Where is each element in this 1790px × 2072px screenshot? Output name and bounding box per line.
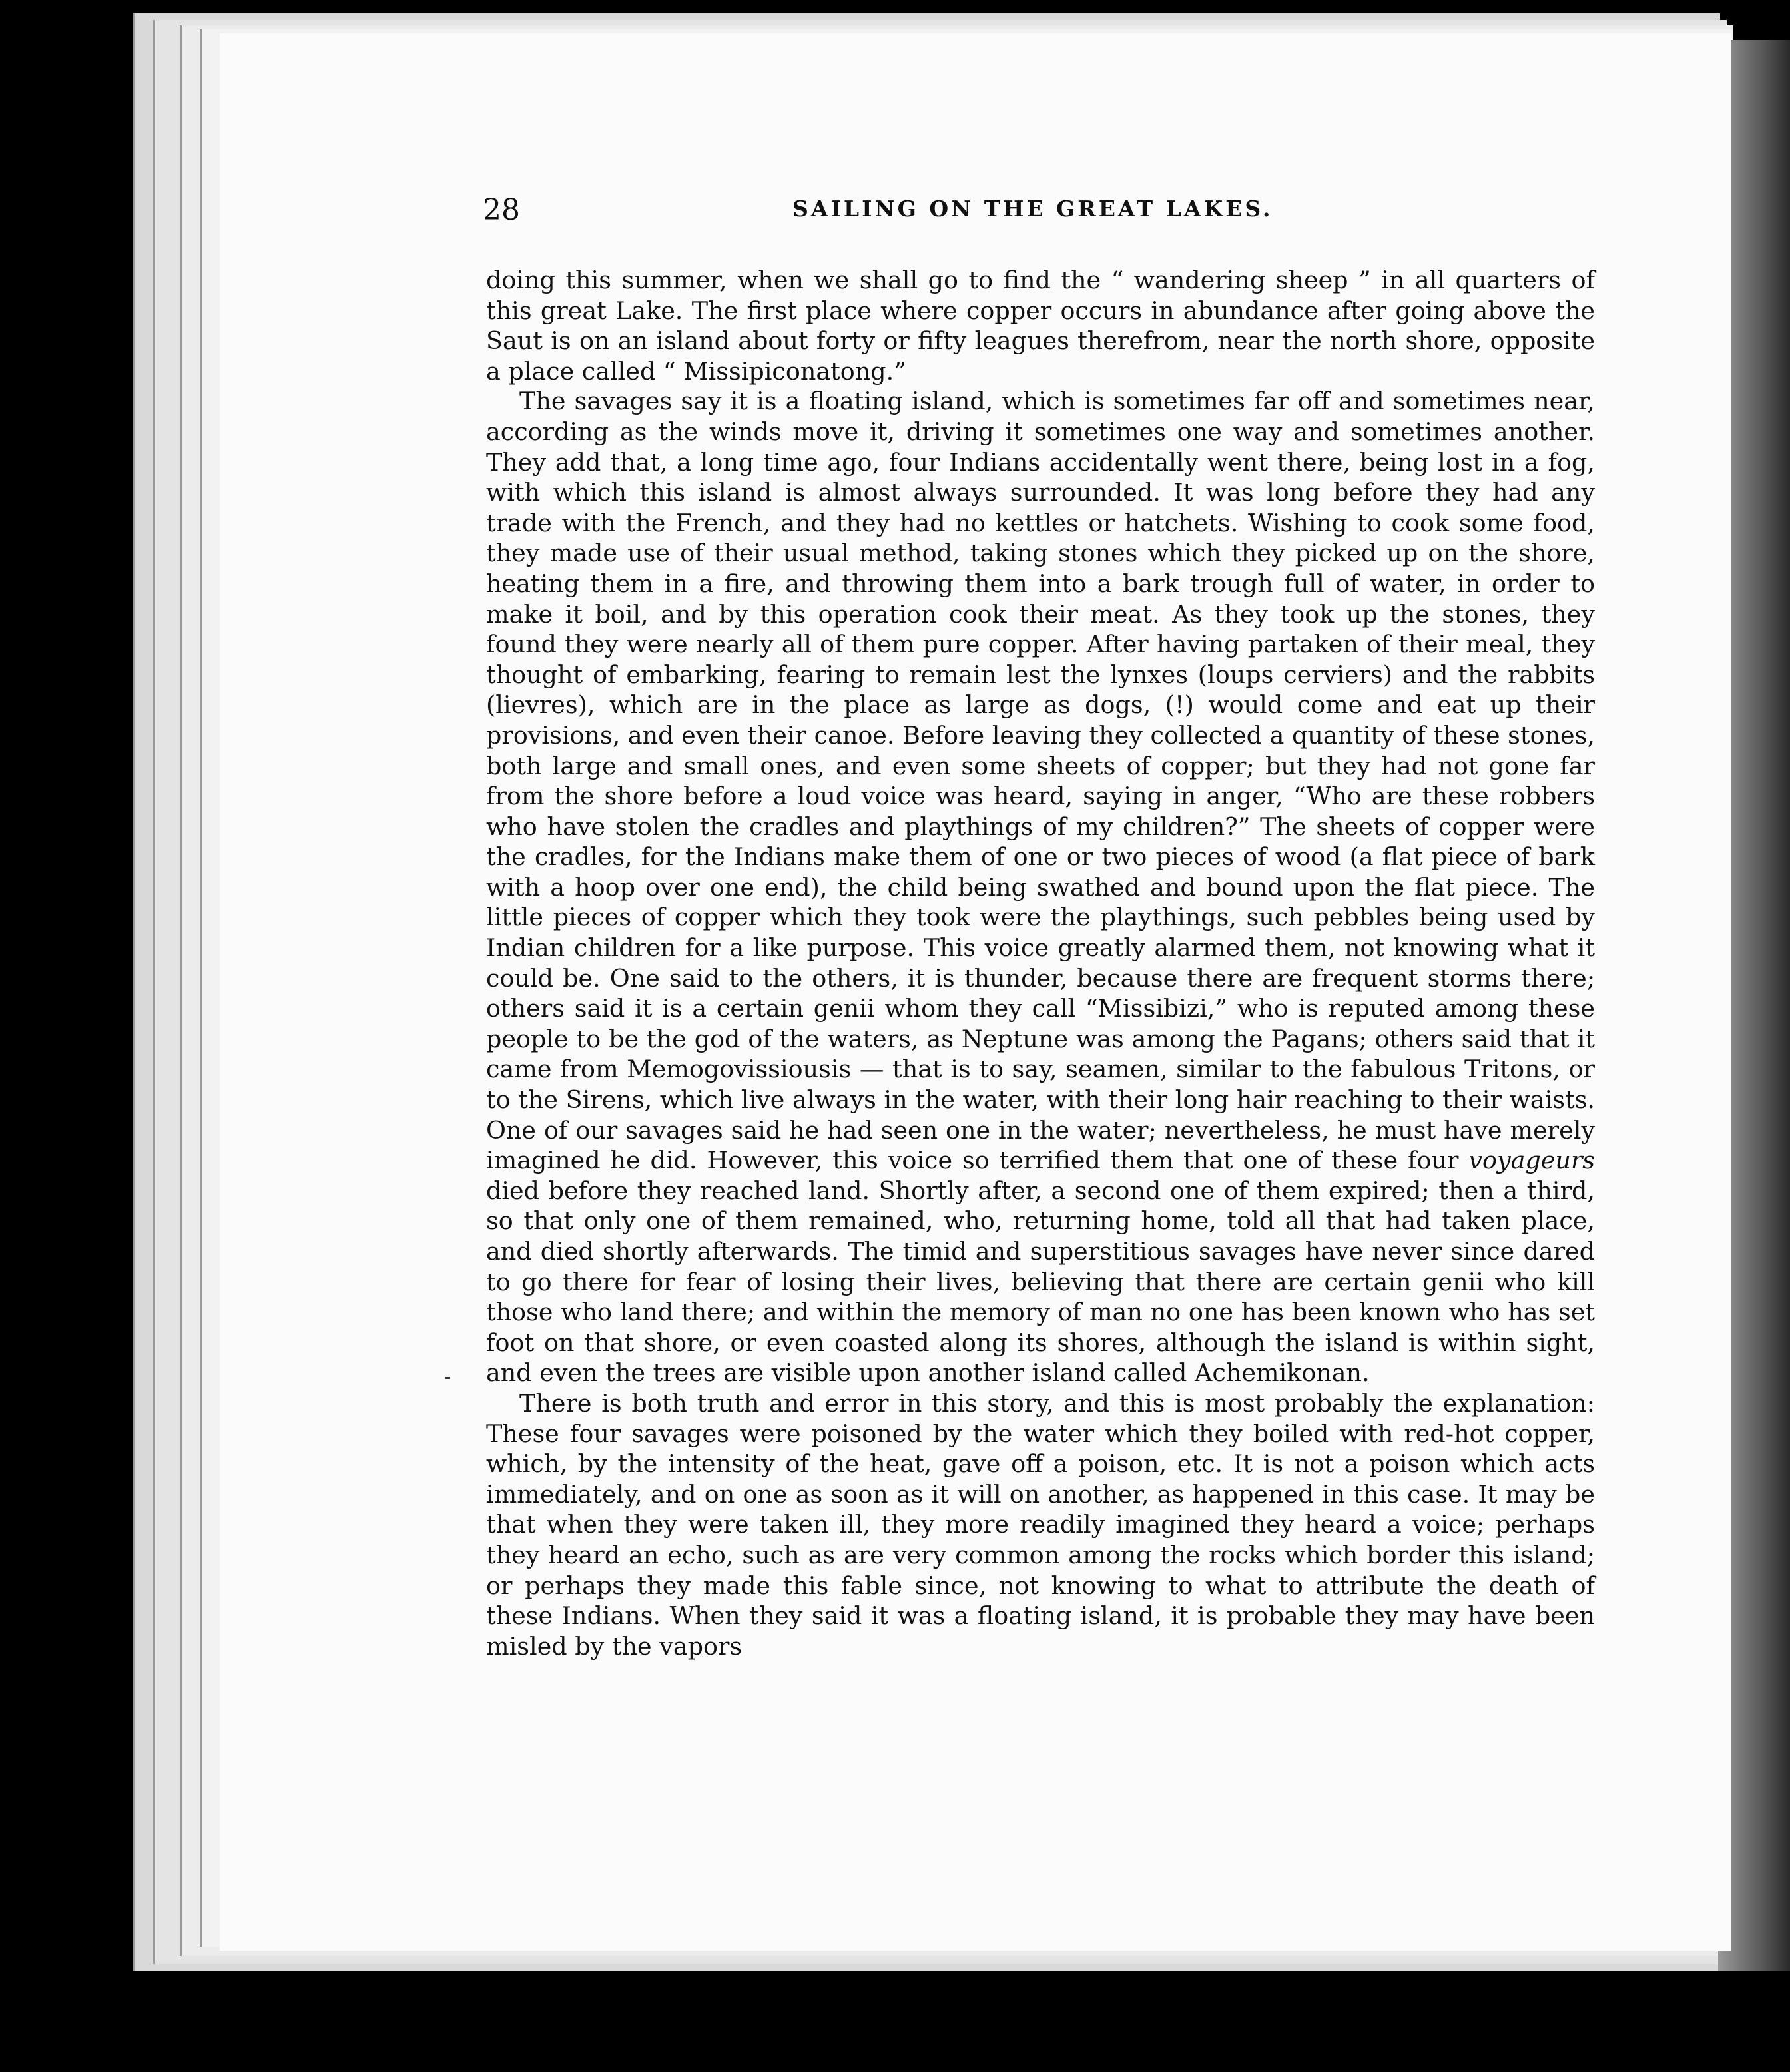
page-number: 28 bbox=[483, 193, 520, 227]
paragraph-text: died before they reached land. Shortly after, a second one of them expired; then a third, so that only one of them remained, who, returning home, told all that had taken place, and died shortly afterwards. The timid and superstitious savages have never since dared to go there for fear of losing their lives, believing that there are certain genii who kill those who land there; and within the memory of man no one has been known who has set foot on that shore, or even coasted along its shores, although the island is within sight, and even the trees are visible upon another island called Achemikonan. bbox=[486, 1176, 1595, 1388]
scan-bottom-margin bbox=[0, 1971, 1790, 2072]
body-text bbox=[486, 265, 1595, 1661]
paragraph bbox=[486, 386, 1595, 1388]
page-header bbox=[483, 193, 1595, 233]
paragraph-text: The savages say it is a floating island, which is sometimes far off and sometimes near, according as the winds move it, driving it sometimes one way and sometimes another. They add that, a long time ago, four Indians accidentally went there, being lost in a fog, with which this island is almost always surrounded. It was long before they had any trade with the French, and they had no kettles or hatchets. Wishing to cook some food, they made use of their usual method, taking stones which they picked up on the shore, heating them in a fire, and throwing them into a bark trough full of water, in order to make it boil, and by this operation cook their meat. As they took up the stones, they found they were nearly all of them pure copper. After having partaken of their meal, they thought of embarking, fearing to remain lest the lynxes (loups cerviers) and the rabbits (lievres), which are in the place as large as dogs, (!) would come and eat up their provisions, and even their canoe. Before leaving they collected a quantity of these stones, both large and small ones, and even some sheets of copper; but they had not gone far from the shore before a loud voice was heard, saying in anger, “Who are these robbers who have stolen the cradles and playthings of my children?” The sheets of copper were the cradles, for the Indians make them of one or two pieces of wood (a flat piece of bark with a hoop over one end), the child being swathed and bound upon the flat piece. The little pieces of copper which they took were the playthings, such pebbles being used by Indian children for a like purpose. This voice greatly alarmed them, not knowing what it could be. One said to the others, it is thunder, because there are frequent storms there; others said it is a certain genii whom they call “Missibizi,” who is reputed among these people to be the god of the waters, as Neptune was among the Pagans; others said that it came from Memogovissiousis — that is to say, seamen, similar to the fabulous Tritons, or to the Sirens, which live always in the water, with their long hair reaching to their waists. One of our savages said he had seen one in the water; nevertheless, he must have merely imagined he did. However, this voice so terrified them that one of these four bbox=[486, 387, 1595, 1175]
margin-mark bbox=[445, 1377, 450, 1379]
italic-term: voyageurs bbox=[1468, 1146, 1596, 1175]
paragraph: doing this summer, when we shall go to find the “ wandering sheep ” in all quarters of this great Lake. The first place where copper occurs in abundance after going above the Saut is on an island about forty or fifty leagues therefrom, near the north shore, opposite a place called “ Missipiconatong.” bbox=[486, 266, 1595, 386]
paragraph: There is both truth and error in this story, and this is most probably the explanation: These four savages were poisoned by the water which they boiled with red-hot copper, which, by the intensity of the heat, gave off a poison, etc. It is not a poison which acts immediately, and on one as soon as it will on another, as happened in this case. It may be that when they were taken ill, they more readily imagined they heard a voice; perhaps they heard an echo, such as are very common among the rocks which border this island; or perhaps they made this fable since, not knowing to what to attribute the death of these Indians. When they said it was a floating island, it is probable they may have been misled by the vapors bbox=[486, 1388, 1595, 1661]
running-title: SAILING ON THE GREAT LAKES. bbox=[792, 196, 1273, 222]
